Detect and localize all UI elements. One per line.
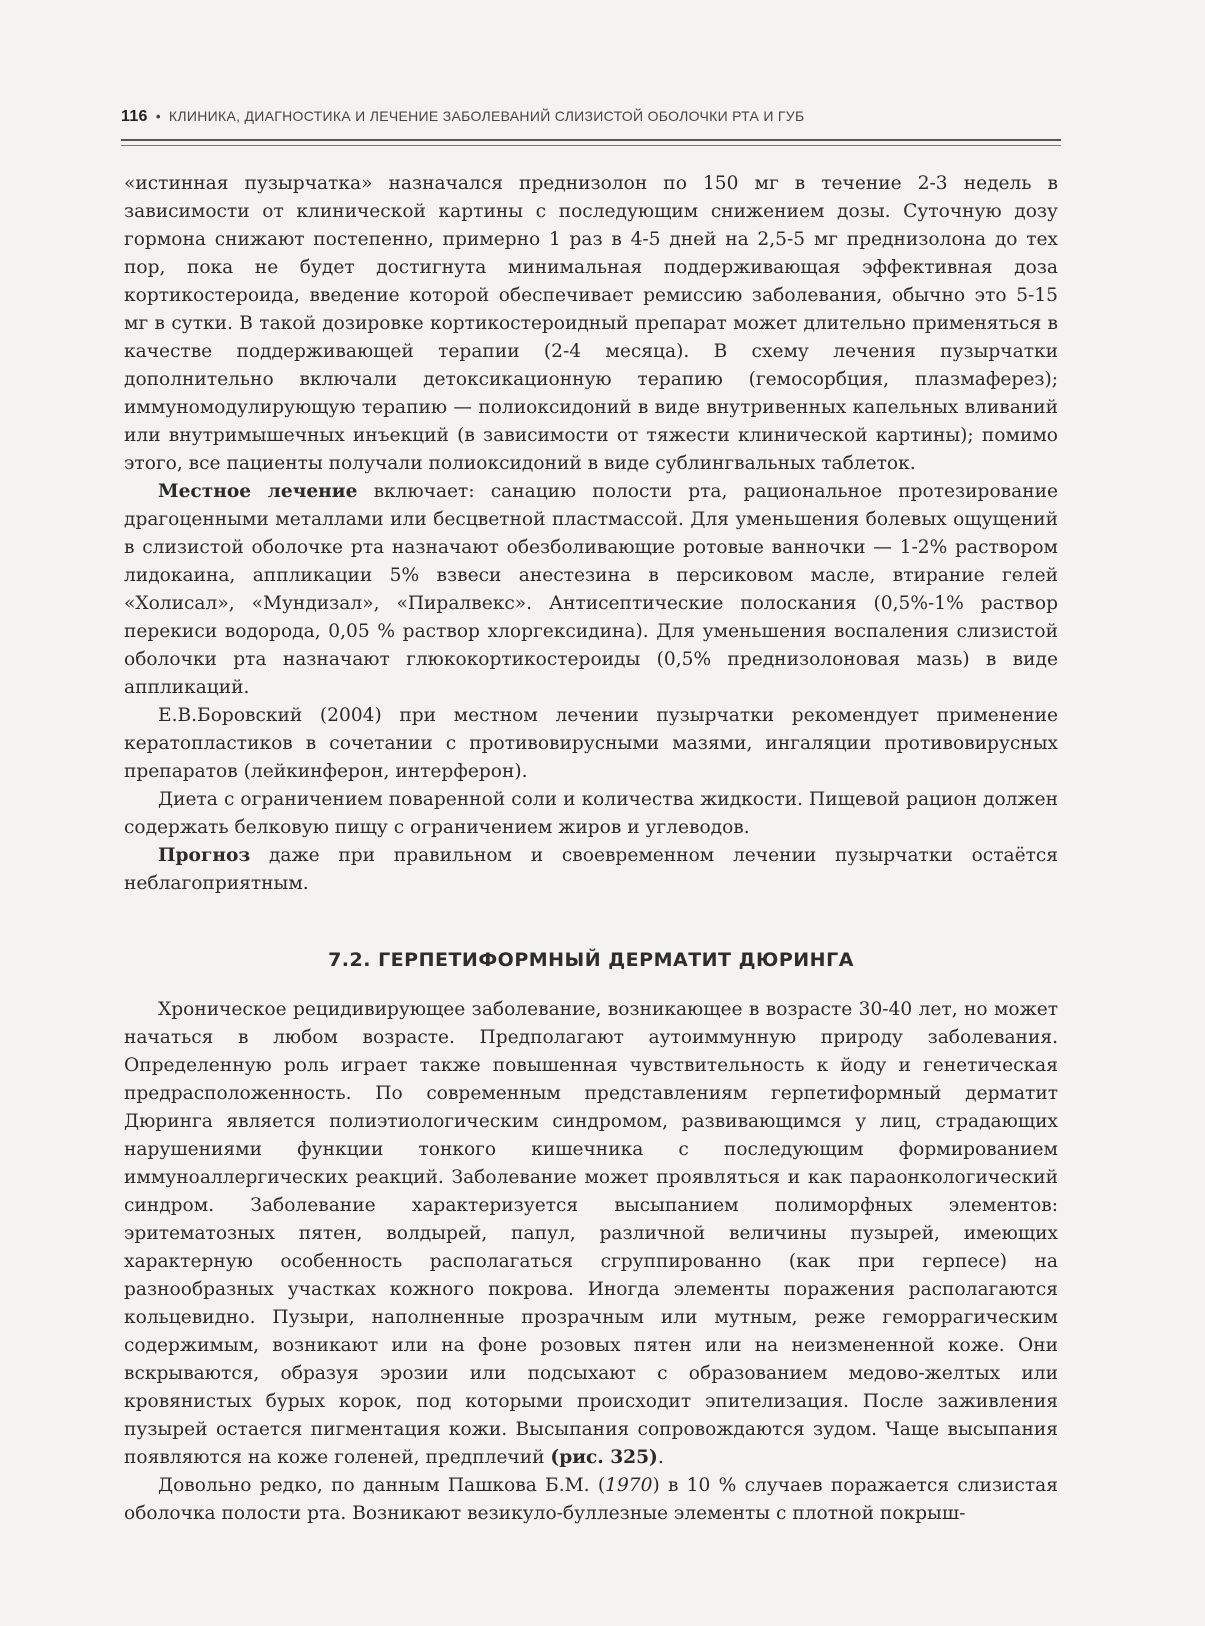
page-number: 116 (121, 108, 148, 125)
header-separator: • (155, 108, 161, 124)
header-rule-thin (121, 145, 1061, 146)
paragraph-oral-mucosa-start: Довольно редко, по данным Пашкова Б.М. ( (158, 1475, 606, 1496)
paragraph-borovsky: Е.В.Боровский (2004) при местном лечении пузырчатки рекомендует применение кератопластиков в сочетании с противовирусными мазями, ингаляции противовирусных препаратов (лейкинферон, интерферон). (124, 705, 1058, 782)
paragraph-definition (124, 996, 1058, 1472)
running-title: КЛИНИКА, ДИАГНОСТИКА И ЛЕЧЕНИЕ ЗАБОЛЕВАНИЙ СЛИЗИСТОЙ ОБОЛОЧКИ РТА И ГУБ (168, 108, 805, 124)
paragraph-oral-mucosa (124, 1472, 1058, 1528)
paragraph-local-treatment-text: включает: санацию полости рта, рациональное протезирование драгоценными металлами или бесцветной пластмассой. Для уменьшения болевых ощущений в слизистой оболочке рта назначают обезболивающие ротовые ванночки — 1-2% раствором лидокаина, аппликации 5% взвеси анестезина в персиковом масле, втирание гелей «Холисал», «Мундизал», «Пиралвекс». Антисептические полоскания (0,5%-1% раствор перекиси водорода, 0,05 % раствор хлоргексидина). Для уменьшения воспаления слизистой оболочки рта назначают глюкокортикостероиды (0,5% преднизолоновая мазь) в виде аппликаций. (124, 481, 1058, 698)
paragraph-local-treatment (124, 478, 1058, 702)
figure-reference[interactable]: (рис. 325) (550, 1447, 658, 1468)
bold-term-local-treatment: Местное лечение (158, 481, 358, 502)
body-text (124, 170, 1058, 1528)
paragraph-oral-mucosa-rest: ) в 10 % случаев поражается слизистая оболочка полости рта. Возникают везикуло-буллезные элементы с плотной покрыш- (124, 1475, 1058, 1524)
paragraph-definition-end: . (657, 1447, 664, 1468)
bold-term-prognosis: Прогноз (158, 845, 251, 866)
header-rule-thick (121, 139, 1061, 141)
italic-year: 1970 (605, 1475, 653, 1496)
paragraph-diet: Диета с ограничением поваренной соли и количества жидкости. Пищевой рацион должен содержать белковую пищу с ограничением жиров и углеводов. (124, 789, 1058, 838)
paragraph-continuation: «истинная пузырчатка» назначался преднизолон по 150 мг в течение 2-3 недель в зависимости от клинической картины с последующим снижением дозы. Суточную дозу гормона снижают постепенно, примерно 1 раз в 4-5 дней на 2,5-5 мг преднизолона до тех пор, пока не будет достигнута минимальная поддерживающая эффективная доза кортикостероида, введение которой обеспечивает ремиссию заболевания, обычно это 5-15 мг в сутки. В такой дозировке кортикостероидный препарат может длительно применяться в качестве поддерживающей терапии (2-4 месяца). В схему лечения пузырчатки дополнительно включали детоксикационную терапию (гемосорбция, плазмаферез); иммуномодулирующую терапию — полиоксидоний в виде внутривенных капельных вливаний или внутримышечных инъекций (в зависимости от тяжести клинической картины); помимо этого, все пациенты получали полиоксидоний в виде сублингвальных таблеток. (124, 173, 1058, 474)
section-heading: 7.2. ГЕРПЕТИФОРМНЫЙ ДЕРМАТИТ ДЮРИНГА (328, 949, 854, 971)
paragraph-prognosis (124, 842, 1058, 898)
paragraph-definition-text: Хроническое рецидивирующее заболевание, возникающее в возрасте 30-40 лет, но может начаться в любом возрасте. Предполагают аутоиммунную природу заболевания. Определенную роль играет также повышенная чувствительность к йоду и генетическая предрасположенность. По современным представлениям герпетиформный дерматит Дюринга является полиэтиологическим синдромом, развивающимся у лиц, страдающих нарушениями функции тонкого кишечника с последующим формированием иммуноаллергических реакций. Заболевание может проявляться и как параонкологический синдром. Заболевание характеризуется высыпанием полиморфных элементов: эритематозных пятен, волдырей, папул, различной величины пузырей, имеющих характерную особенность располагаться сгруппированно (как при герпесе) на разнообразных участках кожного покрова. Иногда элементы поражения располагаются кольцевидно. Пузыри, наполненные прозрачным или мутным, реже геморрагическим содержимым, возникают или на фоне розовых пятен или на неизмененной коже. Они вскрываются, образуя эрозии или подсыхают с образованием медово-желтых или кровянистых бурых корок, под которыми происходит эпителизация. После заживления пузырей остается пигментация кожи. Высыпания сопровождаются зудом. Чаще высыпания появляются на коже голеней, предплечий (124, 999, 1058, 1468)
paragraph-prognosis-text: даже при правильном и своевременном лечении пузырчатки остаётся неблагоприятным. (124, 845, 1058, 894)
running-header (121, 108, 1061, 126)
